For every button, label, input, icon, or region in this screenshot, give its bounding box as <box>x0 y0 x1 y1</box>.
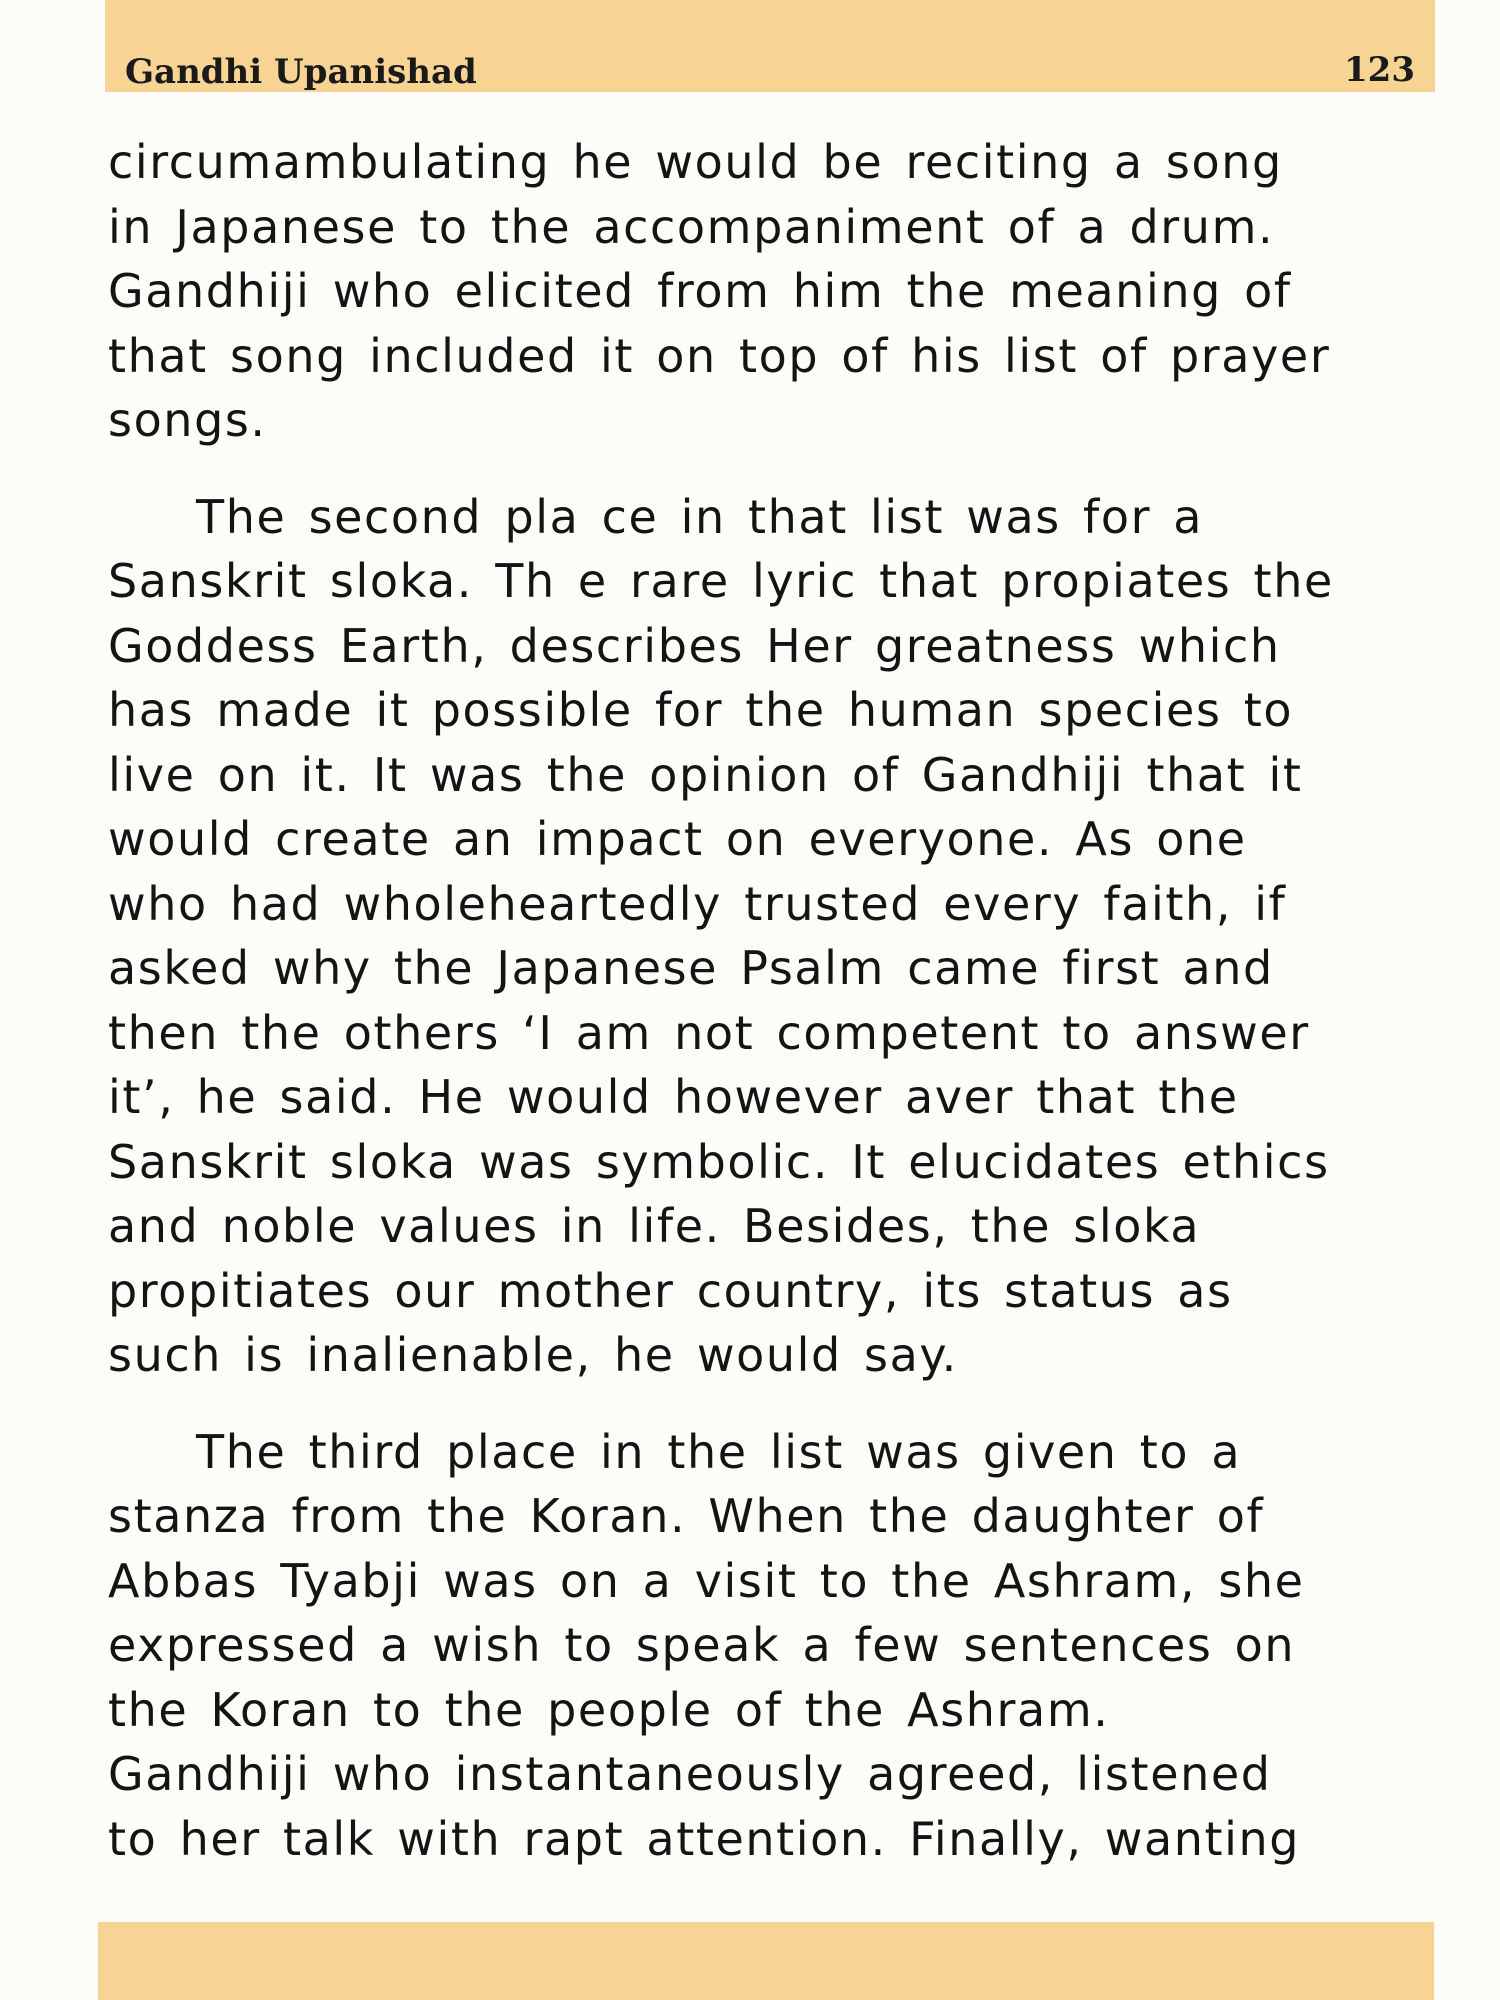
text-line: Sanskrit sloka. Th e rare lyric that propiates the <box>108 554 1334 608</box>
text-line: stanza from the Koran. When the daughter of <box>108 1489 1265 1543</box>
text-line: songs. <box>108 393 267 447</box>
paragraph-gap <box>108 453 1438 485</box>
text-line: the Koran to the people of the Ashram. <box>108 1682 1110 1737</box>
text-line: has made it possible for the human species to <box>108 683 1294 737</box>
text-line: Abbas Tyabji was on a visit to the Ashram, she <box>108 1553 1305 1608</box>
text-line: live on it. It was the opinion of Gandhiji that it <box>108 747 1303 802</box>
footer-band <box>98 1922 1434 2000</box>
text-line: circumambulating he would be reciting a song <box>108 135 1283 189</box>
text-line: The third place in the list was given to a <box>196 1424 1242 1479</box>
paragraph-gap <box>108 1388 1438 1420</box>
text-line: such is inalienable, he would say. <box>108 1328 958 1382</box>
text-line: it’, he said. He would however aver that the <box>108 1070 1239 1124</box>
text-line: in Japanese to the accompaniment of a drum. <box>108 199 1275 254</box>
text-line: asked why the Japanese Psalm came first and <box>108 941 1274 995</box>
text-line: Gandhiji who instantaneously agreed, listened <box>108 1747 1272 1801</box>
text-line: would create an impact on everyone. As one <box>108 812 1247 866</box>
text-line: propitiates our mother country, its status as <box>108 1263 1233 1318</box>
text-line: Sanskrit sloka was symbolic. It elucidates ethics <box>108 1134 1330 1189</box>
text-line: The second pla ce in that list was for a <box>196 489 1204 544</box>
text-line: and noble values in life. Besides, the sloka <box>108 1199 1201 1253</box>
page-number: 123 <box>1344 50 1415 90</box>
text-line: that song included it on top of his list of prayer <box>108 328 1331 383</box>
text-line: to her talk with rapt attention. Finally, wanting <box>108 1811 1301 1866</box>
text-line: who had wholeheartedly trusted every faith, if <box>108 876 1287 931</box>
text-line: Gandhiji who elicited from him the meaning of <box>108 264 1292 318</box>
running-header-title: Gandhi Upanishad <box>125 52 477 92</box>
paragraph-1 <box>108 130 1438 453</box>
text-line: Goddess Earth, describes Her greatness which <box>108 618 1281 673</box>
paragraph-3 <box>108 1420 1438 1872</box>
paragraph-2 <box>108 485 1438 1388</box>
text-line: then the others ‘I am not competent to answer <box>108 1005 1310 1060</box>
page-body <box>108 130 1438 1871</box>
text-line: expressed a wish to speak a few sentences on <box>108 1618 1296 1672</box>
